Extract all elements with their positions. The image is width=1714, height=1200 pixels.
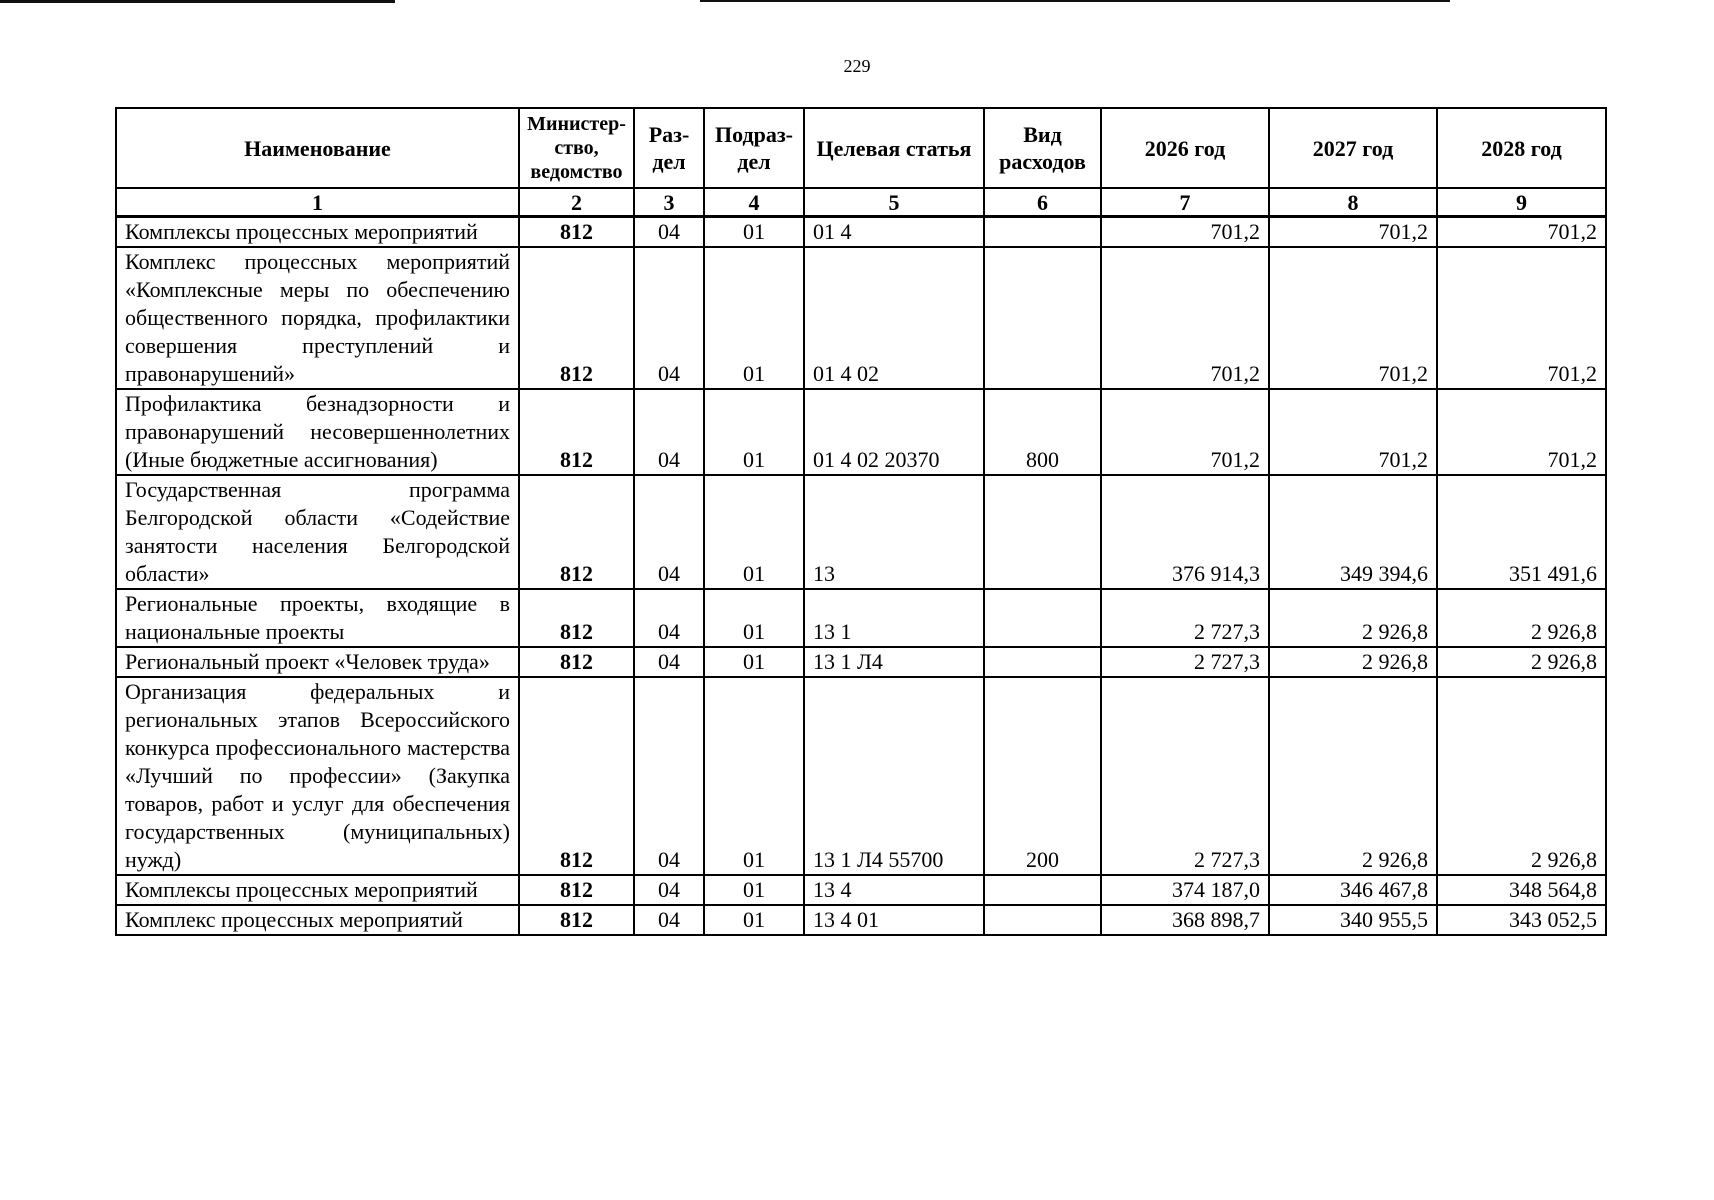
column-number: 2: [519, 188, 634, 217]
row-name: Государственная программа Белгородской области «Содействие занятости населения Белгородской области»: [116, 475, 519, 589]
scan-edge-line: [700, 0, 1450, 2]
row-value-2027: 2 926,8: [1269, 647, 1437, 677]
row-value-2026: 2 727,3: [1101, 647, 1269, 677]
row-value-2026: 2 727,3: [1101, 589, 1269, 647]
row-name: Региональный проект «Человек труда»: [116, 647, 519, 677]
row-value-2027: 2 926,8: [1269, 677, 1437, 875]
table-row: [116, 247, 1606, 389]
row-section: 04: [634, 875, 704, 905]
row-name: Комплекс процессных мероприятий: [116, 905, 519, 935]
row-expense-type: [984, 589, 1101, 647]
row-value-2028: 351 491,6: [1437, 475, 1606, 589]
row-name: Организация федеральных и региональных этапов Всероссийского конкурса профессионального мастерства «Лучший по профессии» (Закупка товаров, работ и услуг для обеспечения государственных (муниципальных) нужд): [116, 677, 519, 875]
page-number: 229: [843, 56, 871, 76]
row-expense-type: 800: [984, 389, 1101, 475]
row-value-2026: 376 914,3: [1101, 475, 1269, 589]
row-ministry: 812: [519, 217, 634, 248]
row-section: 04: [634, 589, 704, 647]
row-value-2027: 2 926,8: [1269, 589, 1437, 647]
scan-edge-line: [0, 0, 395, 3]
row-target-article: 01 4 02: [804, 247, 984, 389]
row-target-article: 13: [804, 475, 984, 589]
row-subsection: 01: [704, 905, 804, 935]
row-value-2028: 2 926,8: [1437, 589, 1606, 647]
budget-table: [115, 107, 1607, 936]
row-expense-type: [984, 875, 1101, 905]
row-section: 04: [634, 905, 704, 935]
column-number: 5: [804, 188, 984, 217]
header-year-2027: 2027 год: [1269, 108, 1437, 188]
row-expense-type: [984, 217, 1101, 248]
row-target-article: 13 1 Л4 55700: [804, 677, 984, 875]
header-expense-type: Вид расходов: [984, 108, 1101, 188]
row-subsection: 01: [704, 475, 804, 589]
row-section: 04: [634, 475, 704, 589]
row-value-2027: 701,2: [1269, 247, 1437, 389]
column-number: 3: [634, 188, 704, 217]
header-target-article: Целевая статья: [804, 108, 984, 188]
table-row: [116, 217, 1606, 248]
row-ministry: 812: [519, 677, 634, 875]
row-subsection: 01: [704, 647, 804, 677]
column-number: 7: [1101, 188, 1269, 217]
row-value-2027: 340 955,5: [1269, 905, 1437, 935]
row-target-article: 13 1 Л4: [804, 647, 984, 677]
row-subsection: 01: [704, 389, 804, 475]
row-name: Комплексы процессных мероприятий: [116, 217, 519, 248]
header-row: [116, 108, 1606, 188]
row-value-2027: 701,2: [1269, 217, 1437, 248]
row-name: Комплексы процессных мероприятий: [116, 875, 519, 905]
header-year-2028: 2028 год: [1437, 108, 1606, 188]
table-body: [116, 217, 1606, 936]
row-ministry: 812: [519, 875, 634, 905]
row-value-2026: 368 898,7: [1101, 905, 1269, 935]
column-number: 9: [1437, 188, 1606, 217]
row-name: Региональные проекты, входящие в национальные проекты: [116, 589, 519, 647]
row-expense-type: [984, 647, 1101, 677]
column-number: 4: [704, 188, 804, 217]
row-value-2027: 346 467,8: [1269, 875, 1437, 905]
row-section: 04: [634, 217, 704, 248]
row-subsection: 01: [704, 247, 804, 389]
row-target-article: 01 4 02 20370: [804, 389, 984, 475]
table-row: [116, 389, 1606, 475]
row-value-2028: 701,2: [1437, 389, 1606, 475]
row-value-2026: 701,2: [1101, 389, 1269, 475]
row-value-2028: 348 564,8: [1437, 875, 1606, 905]
row-subsection: 01: [704, 217, 804, 248]
row-value-2028: 701,2: [1437, 247, 1606, 389]
row-target-article: 13 4 01: [804, 905, 984, 935]
row-section: 04: [634, 677, 704, 875]
table-row: [116, 475, 1606, 589]
row-expense-type: 200: [984, 677, 1101, 875]
header-ministry: Министер-ство, ведомство: [519, 108, 634, 188]
column-number: 1: [116, 188, 519, 217]
row-target-article: 01 4: [804, 217, 984, 248]
row-subsection: 01: [704, 677, 804, 875]
row-name: Профилактика безнадзорности и правонарушений несовершеннолетних (Иные бюджетные ассигнования): [116, 389, 519, 475]
row-section: 04: [634, 389, 704, 475]
row-target-article: 13 4: [804, 875, 984, 905]
row-value-2028: 2 926,8: [1437, 647, 1606, 677]
row-ministry: 812: [519, 475, 634, 589]
row-expense-type: [984, 475, 1101, 589]
table-row: [116, 905, 1606, 935]
row-ministry: 812: [519, 389, 634, 475]
row-ministry: 812: [519, 647, 634, 677]
column-number-row: [116, 188, 1606, 217]
table-row: [116, 875, 1606, 905]
column-number: 8: [1269, 188, 1437, 217]
table-row: [116, 647, 1606, 677]
row-value-2028: 2 926,8: [1437, 677, 1606, 875]
row-value-2027: 701,2: [1269, 389, 1437, 475]
row-value-2026: 701,2: [1101, 217, 1269, 248]
row-ministry: 812: [519, 589, 634, 647]
row-value-2026: 374 187,0: [1101, 875, 1269, 905]
row-value-2028: 701,2: [1437, 217, 1606, 248]
row-ministry: 812: [519, 905, 634, 935]
row-section: 04: [634, 647, 704, 677]
row-value-2026: 2 727,3: [1101, 677, 1269, 875]
row-target-article: 13 1: [804, 589, 984, 647]
row-expense-type: [984, 247, 1101, 389]
row-section: 04: [634, 247, 704, 389]
row-value-2027: 349 394,6: [1269, 475, 1437, 589]
table-row: [116, 677, 1606, 875]
row-name: Комплекс процессных мероприятий «Комплексные меры по обеспечению общественного порядка, профилактики совершения преступлений и правонарушений»: [116, 247, 519, 389]
header-name: Наименование: [116, 108, 519, 188]
row-value-2026: 701,2: [1101, 247, 1269, 389]
row-subsection: 01: [704, 875, 804, 905]
header-year-2026: 2026 год: [1101, 108, 1269, 188]
header-subsection: Подраз-дел: [704, 108, 804, 188]
row-value-2028: 343 052,5: [1437, 905, 1606, 935]
column-number: 6: [984, 188, 1101, 217]
row-subsection: 01: [704, 589, 804, 647]
header-section: Раз-дел: [634, 108, 704, 188]
row-expense-type: [984, 905, 1101, 935]
row-ministry: 812: [519, 247, 634, 389]
table-row: [116, 589, 1606, 647]
